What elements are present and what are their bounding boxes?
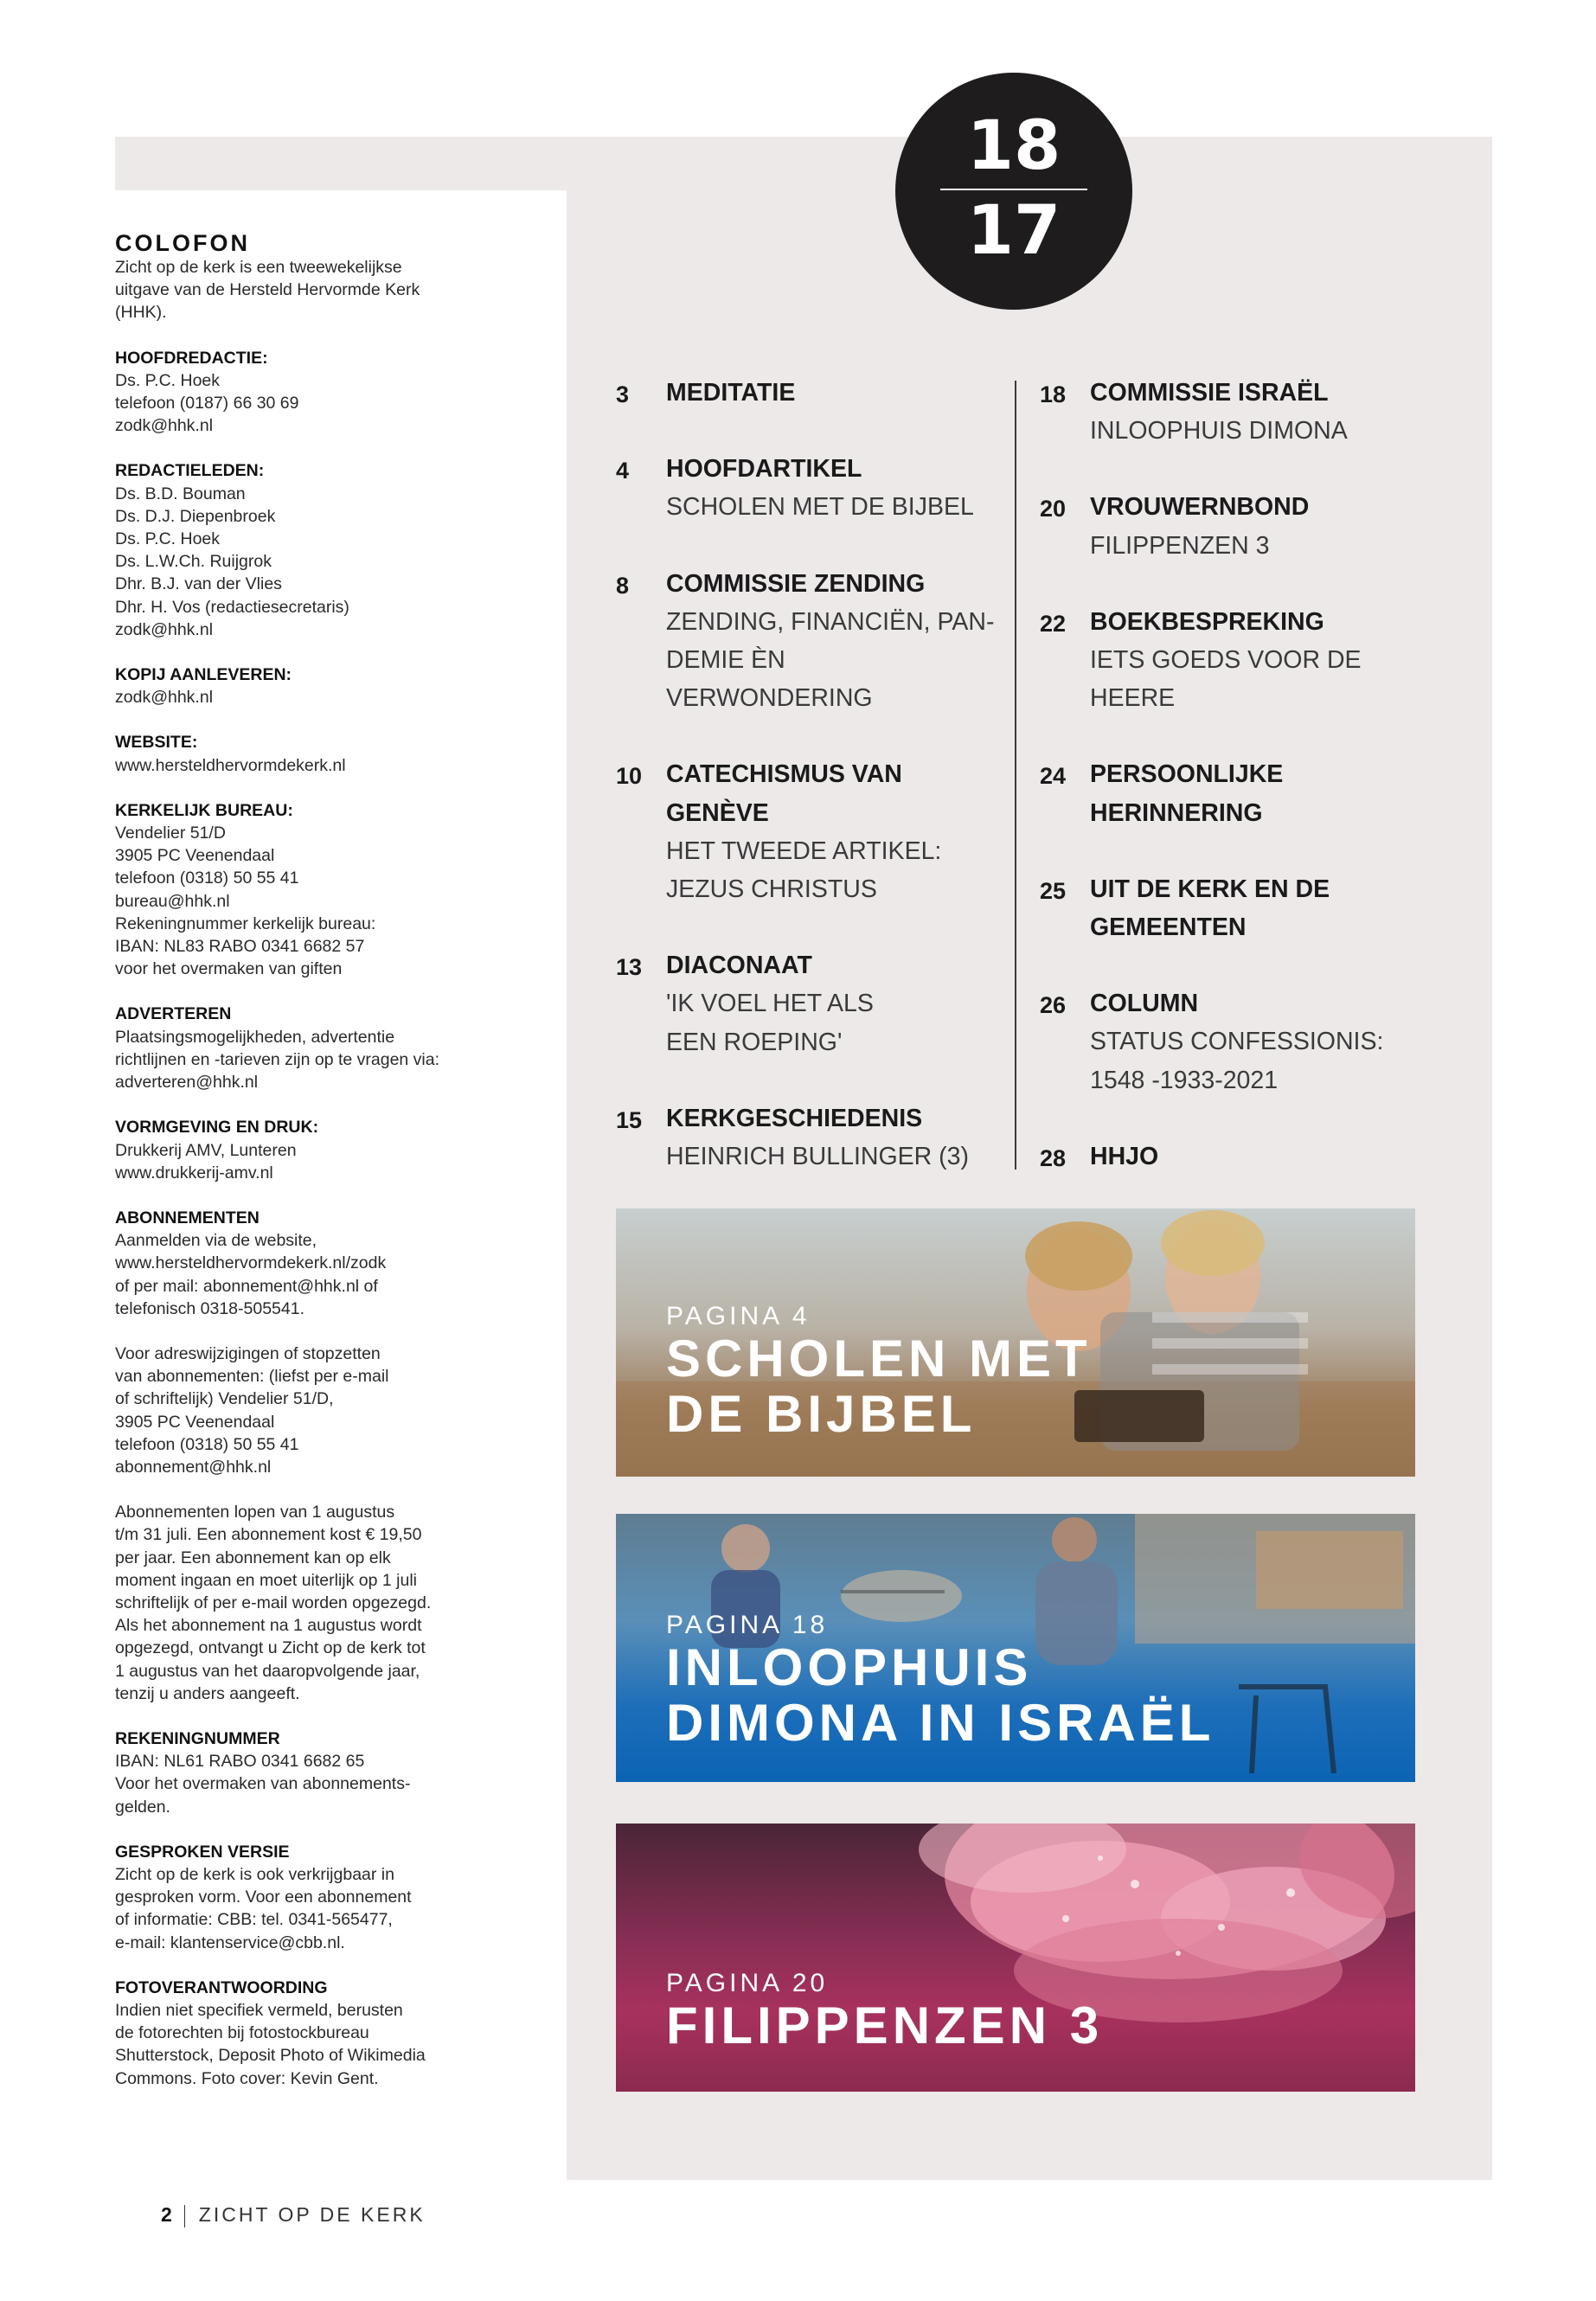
toc-title: HHJO [1090, 1142, 1159, 1170]
feature-kicker: PAGINA 20 [666, 1969, 829, 1997]
colofon-section-label: REDACTIELEDEN: [115, 461, 265, 481]
colofon-section [115, 1501, 496, 1705]
colofon-section [115, 663, 496, 708]
colofon-section-body: Vendelier 51/D 3905 PC Veenendaal telefoon (0318) 50 55 41 bureau@hhk.nl Rekeningnummer kerkelijk bureau: IBAN: NL83 RABO 0341 6682 57 voor het overmaken van giften [115, 824, 376, 979]
colofon-intro: Zicht op de kerk is een tweewekelijkse uitgave van de Hersteld Hervormde Kerk (HHK). [115, 258, 420, 323]
feature-card-scholen[interactable] [616, 1208, 1415, 1477]
colofon-section-label: VORMGEVING EN DRUK: [115, 1118, 319, 1138]
colofon-section [115, 1207, 496, 1320]
colofon-section-body: Ds. B.D. Bouman Ds. D.J. Diepenbroek Ds. P.C. Hoek Ds. L.W.Ch. Ruijgrok Dhr. B.J. van der Vlies Dhr. H. Vos (redactiesecretaris) zodk@hhk.nl [115, 484, 349, 639]
toc-page-number: 22 [1040, 610, 1067, 637]
colofon-section [115, 799, 496, 981]
badge-divider [940, 189, 1087, 190]
toc-subtitle: STATUS CONFESSIONIS: 1548 -1933-2021 [1090, 1028, 1384, 1094]
toc-title: KERKGESCHIEDENIS [666, 1104, 923, 1132]
magazine-name: ZICHT OP DE KERK [198, 2203, 426, 2226]
page-number: 2 [161, 2203, 172, 2226]
colofon-section-body: Abonnementen lopen van 1 augustus t/m 31 juli. Een abonnement kost € 19,50 per jaar. Een abonnement kan op elk moment ingaan en moet uiterlijk op 1 juli schriftelijk of per e-mail worden opgezegd. Als het abonnement na 1 augustus wordt opgezegd, ontvangt u Zicht op de kerk tot 1 augustus van het daaropvolgende jaar, tenzij u anders aangeeft. [115, 1503, 432, 1703]
colofon-section-label: ABONNEMENTEN [115, 1208, 260, 1227]
feature-card-filippenzen[interactable] [616, 1823, 1415, 2092]
toc-title: PERSOONLIJKE HERINNERING [1090, 760, 1284, 827]
toc-page-number: 24 [1040, 763, 1067, 790]
toc-title: VROUWERNBOND [1090, 493, 1310, 522]
toc-entry[interactable] [1040, 374, 1438, 450]
feature-kicker: PAGINA 18 [666, 1611, 829, 1639]
toc-entry[interactable] [1040, 1138, 1438, 1176]
toc-subtitle: HEINRICH BULLINGER (3) [666, 1143, 969, 1171]
toc-entry[interactable] [1040, 603, 1438, 718]
colofon-section [115, 1003, 496, 1093]
toc-entry[interactable] [616, 565, 997, 718]
toc-entry[interactable] [1040, 984, 1438, 1099]
toc-subtitle: INLOOPHUIS DIMONA [1090, 417, 1348, 445]
colofon-section-body: Voor adreswijzigingen of stopzetten van abonnementen: (liefst per e-mail of schriftelijk) Vendelier 51/D, 3905 PC Veenendaal telefoon (0318) 50 55 41 abonnement@hhk.nl [115, 1343, 389, 1477]
toc-page-number: 28 [1040, 1144, 1067, 1171]
feature-card-inloophuis[interactable] [616, 1514, 1415, 1782]
colofon-section-label: REKENINGNUMMER [115, 1728, 280, 1748]
colofon-section-label: WEBSITE: [115, 733, 198, 753]
toc-page-number: 13 [616, 954, 643, 981]
colofon-section-label: ADVERTEREN [115, 1004, 232, 1024]
colofon-section [115, 1343, 496, 1478]
toc-entry[interactable] [1040, 488, 1438, 564]
toc-subtitle: ZENDING, FINANCIËN, PAN- DEMIE ÈN VERWONDERING [666, 607, 995, 713]
toc-title: COLUMN [1090, 990, 1199, 1018]
toc-title: DIACONAAT [666, 952, 812, 980]
colofon-section-body: zodk@hhk.nl [115, 688, 214, 708]
toc-title: UIT DE KERK EN DE GEMEENTEN [1090, 875, 1330, 942]
toc-entry[interactable] [616, 1099, 997, 1176]
toc-entry[interactable] [616, 374, 997, 412]
page-footer [161, 2203, 426, 2227]
colofon-section-label: KOPIJ AANLEVEREN: [115, 665, 292, 685]
colofon-section-body: Ds. P.C. Hoek telefoon (0187) 66 30 69 zodk@hhk.nl [115, 370, 299, 436]
toc-subtitle: SCHOLEN MET DE BIJBEL [666, 493, 974, 522]
colofon [115, 230, 496, 2090]
toc-title: COMMISSIE ISRAËL [1090, 379, 1329, 407]
toc-page-number: 15 [616, 1106, 643, 1133]
feature-headline: INLOOPHUIS DIMONA IN ISRAËL [666, 1638, 1215, 1752]
toc-subtitle: 'IK VOEL HET ALS EEN ROEPING' [666, 990, 874, 1056]
toc-subtitle: IETS GOEDS VOOR DE HEERE [1090, 646, 1362, 713]
colofon-section-body: Indien niet specifiek vermeld, berusten de fotorechten bij fotostockbureau Shutterstock, Deposit Photo of Wikimedia Commons. Foto cover: Kevin Gent. [115, 2001, 426, 2088]
colofon-section [115, 1727, 496, 1818]
toc-title: MEDITATIE [666, 379, 796, 407]
colofon-section-label: FOTOVERANTWOORDING [115, 1977, 328, 1997]
colofon-section-label: KERKELIJK BUREAU: [115, 800, 293, 820]
toc-subtitle: HET TWEEDE ARTIKEL: JEZUS CHRISTUS [666, 836, 942, 904]
footer-separator [184, 2205, 185, 2227]
feature-kicker: PAGINA 4 [666, 1302, 811, 1330]
toc-page-number: 10 [616, 763, 643, 790]
toc-left-column [616, 374, 997, 1214]
colofon-section [115, 1841, 496, 1954]
colofon-title: COLOFON [115, 230, 250, 256]
colofon-section-label: GESPROKEN VERSIE [115, 1842, 290, 1862]
colofon-section [115, 1116, 496, 1184]
toc-page-number: 26 [1040, 992, 1067, 1019]
toc-entry[interactable] [1040, 755, 1438, 831]
toc-entry[interactable] [616, 755, 997, 908]
toc-entry[interactable] [1040, 870, 1438, 946]
toc-entry[interactable] [616, 946, 997, 1061]
toc-page-number: 25 [1040, 877, 1067, 904]
colofon-section-body: IBAN: NL61 RABO 0341 6682 65 Voor het overmaken van abonnements- gelden. [115, 1752, 411, 1817]
feature-headline: SCHOLEN MET DE BIJBEL [666, 1330, 1092, 1443]
colofon-section [115, 1977, 496, 2090]
toc-page-number: 20 [1040, 496, 1067, 522]
toc-page-number: 4 [616, 458, 630, 484]
toc-entry[interactable] [616, 450, 997, 526]
toc-title: CATECHISMUS VAN GENÈVE [666, 760, 902, 827]
toc-right-column [1040, 374, 1438, 1214]
toc-page-number: 3 [616, 381, 630, 407]
toc-title: HOOFDARTIKEL [666, 455, 862, 484]
feature-headline: FILIPPENZEN 3 [666, 1997, 1104, 2054]
toc-subtitle: FILIPPENZEN 3 [1090, 531, 1270, 560]
colofon-section-body: Zicht op de kerk is ook verkrijgbaar in gesproken vorm. Voor een abonnement of informatie: CBB: tel. 0341-565477, e-mail: klantenservice@cbb.nl. [115, 1864, 412, 1952]
toc-page-number: 18 [1040, 381, 1067, 407]
issue-number-badge [895, 73, 1132, 310]
colofon-section-body: Aanmelden via de website, www.hersteldhervormdekerk.nl/zodk of per mail: abonnement@hhk.nl of telefonisch 0318-505541. [115, 1231, 387, 1318]
colofon-section-body: Drukkerij AMV, Lunteren www.drukkerij-amv.nl [115, 1140, 297, 1183]
issue-number-bottom: 17 [966, 192, 1061, 270]
toc-page-number: 8 [616, 572, 630, 599]
colofon-section [115, 731, 496, 776]
toc-title: BOEKBESPREKING [1090, 607, 1324, 636]
colofon-section [115, 347, 496, 438]
colofon-section-body: www.hersteldhervormdekerk.nl [115, 755, 346, 775]
toc-divider [1015, 381, 1016, 1170]
colofon-section [115, 459, 496, 641]
issue-number-top: 18 [966, 107, 1061, 185]
colofon-section-label: HOOFDREDACTIE: [115, 348, 268, 368]
colofon-section-body: Plaatsingsmogelijkheden, advertentie richtlijnen en -tarieven zijn op te vragen via: adverteren@hhk.nl [115, 1027, 440, 1093]
toc-title: COMMISSIE ZENDING [666, 569, 926, 598]
